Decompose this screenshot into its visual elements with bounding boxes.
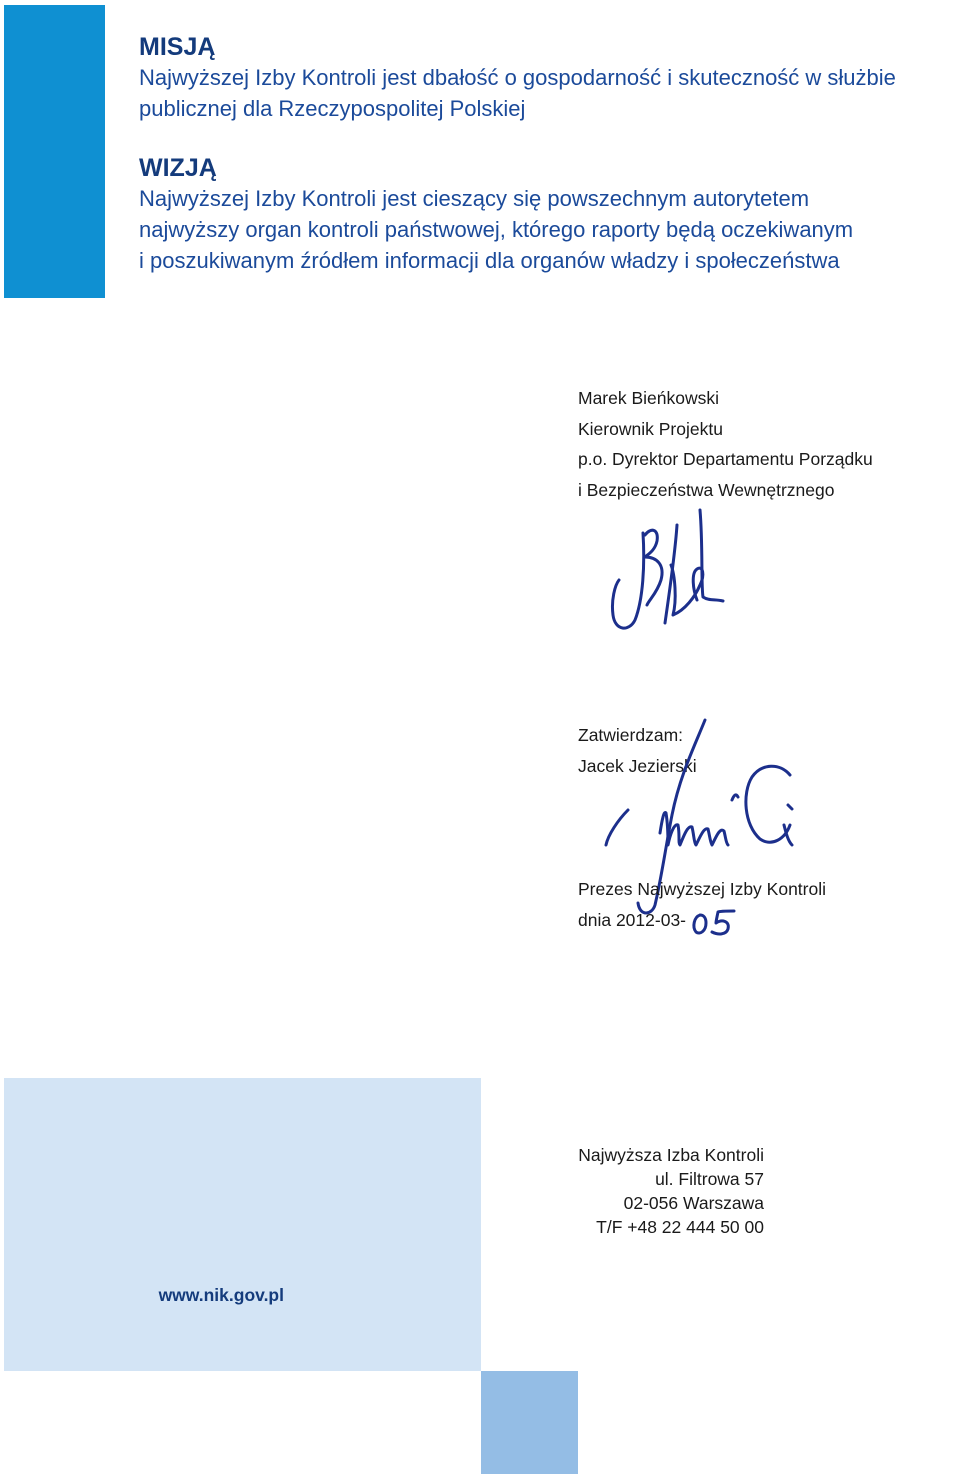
approver-name: Jacek Jezierski: [578, 755, 697, 776]
author-signature: [605, 505, 730, 635]
vision-text-line-2: najwyższy organ kontroli państwowej, którego raporty będą oczekiwanym: [139, 217, 854, 242]
phone-fax: T/F +48 22 444 50 00: [596, 1217, 764, 1237]
vision-heading: WIZJĄ: [139, 154, 217, 182]
organization-name: Najwyższa Izba Kontroli: [578, 1145, 764, 1165]
author-role: Kierownik Projektu: [578, 418, 723, 439]
author-name: Marek Bieńkowski: [578, 388, 720, 408]
author-position-line-1: p.o. Dyrektor Departamentu Porządku: [578, 449, 873, 469]
accent-small-box: [481, 1371, 578, 1474]
handwritten-date-day: [690, 905, 740, 937]
approver-role: Prezes Najwyższej Izby Kontroli: [578, 879, 826, 899]
mission-text-line-2: publicznej dla Rzeczypospolitej Polskiej: [139, 96, 526, 121]
author-position-line-2: i Bezpieczeństwa Wewnętrznego: [578, 479, 835, 500]
approval-date-prefix: dnia 2012-03-: [578, 909, 686, 930]
website-link[interactable]: www.nik.gov.pl: [158, 1285, 284, 1305]
author-block: [578, 383, 873, 505]
approval-label: Zatwierdzam:: [578, 725, 684, 745]
postal-city: 02-056 Warszawa: [623, 1193, 764, 1213]
mission-vision-section: [139, 32, 949, 276]
mission-heading: MISJĄ: [139, 33, 216, 61]
vision-text-line-1: Najwyższej Izby Kontroli jest cieszący się powszechnym autorytetem: [139, 186, 810, 211]
contact-address: [578, 1143, 764, 1239]
mission-text-line-1: Najwyższej Izby Kontroli jest dbałość o gospodarność i skuteczność w służbie: [139, 65, 896, 90]
contact-box: [4, 1078, 481, 1371]
street-address: ul. Filtrowa 57: [655, 1169, 764, 1189]
accent-blue-bar: [4, 5, 105, 298]
vision-text-line-3: i poszukiwanym źródłem informacji dla organów władzy i społeczeństwa: [139, 248, 840, 273]
